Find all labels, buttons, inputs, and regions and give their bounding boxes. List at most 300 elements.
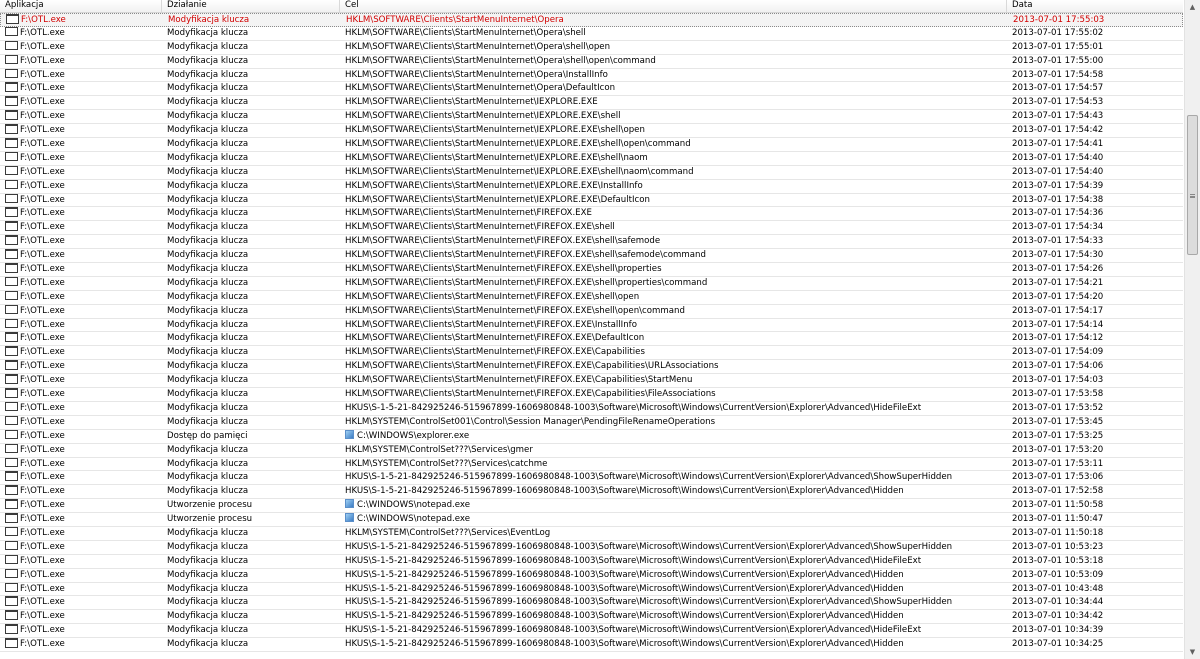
cell-date: 2013-07-01 17:53:52 [1012,402,1104,413]
target-path: HKLM\SOFTWARE\Clients\StartMenuInternet\IEXPLORE.EXE\shell\naom\command [345,166,694,177]
table-row[interactable] [0,332,1183,346]
cell-date: 2013-07-01 17:54:17 [1012,305,1104,316]
table-row[interactable] [0,27,1183,41]
target-path: HKLM\SOFTWARE\Clients\StartMenuInternet\FIREFOX.EXE\shell\properties\command [345,277,708,288]
cell-target [345,583,1005,596]
cell-date: 2013-07-01 10:53:23 [1012,541,1104,552]
app-name: F:\OTL.exe [20,250,65,261]
cell-target [345,596,1005,609]
table-row[interactable] [0,596,1183,610]
cell-app [5,346,160,359]
cell-app [5,221,160,234]
window-icon [5,374,18,384]
app-name: F:\OTL.exe [20,611,65,622]
window-icon [5,499,18,509]
cell-action: Dostęp do pamięci [167,430,248,441]
window-icon [5,249,18,259]
cell-app [6,14,161,27]
table-row[interactable] [0,471,1183,485]
cell-action: Modyfikacja klucza [167,27,249,38]
cell-date: 2013-07-01 17:54:53 [1012,97,1104,108]
window-icon [5,69,18,79]
target-path: HKLM\SOFTWARE\Clients\StartMenuInternet\FIREFOX.EXE\Capabilities\URLAssociations [345,361,719,372]
table-row[interactable] [0,207,1183,221]
target-path: HKLM\SOFTWARE\Clients\StartMenuInternet\IEXPLORE.EXE\shell\open\command [345,139,691,150]
cell-action: Modyfikacja klucza [167,597,249,608]
window-icon [5,319,18,329]
table-row[interactable] [0,221,1183,235]
cell-target [345,388,1005,401]
cell-target [345,416,1005,429]
cell-action: Modyfikacja klucza [167,611,249,622]
target-path: HKUS\S-1-5-21-842925246-515967899-1606980848-1003\Software\Microsoft\Windows\CurrentVersion\Explorer\Advanced\HideFileExt [345,555,922,566]
cell-action: Modyfikacja klucza [167,541,249,552]
cell-action: Modyfikacja klucza [167,69,249,80]
app-name: F:\OTL.exe [20,444,65,455]
cell-date: 2013-07-01 17:53:11 [1012,458,1104,469]
table-row[interactable] [0,388,1183,402]
cell-target [345,27,1005,40]
window-icon [5,430,18,440]
cell-target [345,305,1005,318]
target-path: HKLM\SOFTWARE\Clients\StartMenuInternet\FIREFOX.EXE\DefaultIcon [345,333,645,344]
app-name: F:\OTL.exe [20,194,65,205]
cell-action: Modyfikacja klucza [167,569,249,580]
cell-action: Modyfikacja klucza [167,625,249,636]
table-row[interactable] [0,513,1183,527]
cell-target [345,458,1005,471]
cell-app [5,235,160,248]
column-header-action[interactable]: Działanie [162,0,340,12]
app-name: F:\OTL.exe [20,277,65,288]
target-path: HKLM\SOFTWARE\Clients\StartMenuInternet\IEXPLORE.EXE\InstallInfo [345,180,643,191]
cell-target [345,180,1005,193]
cell-target [345,569,1005,582]
target-path: HKLM\SOFTWARE\Clients\StartMenuInternet\IEXPLORE.EXE\DefaultIcon [345,194,650,205]
vertical-scrollbar[interactable] [1184,0,1200,659]
window-icon [5,388,18,398]
app-name: F:\OTL.exe [20,166,65,177]
table-row[interactable] [0,124,1183,138]
cell-action: Modyfikacja klucza [167,152,249,163]
table-row[interactable] [0,305,1183,319]
cell-target [345,207,1005,220]
app-name: F:\OTL.exe [20,639,65,650]
cell-app [5,332,160,345]
cell-date: 2013-07-01 17:54:39 [1012,180,1104,191]
window-icon [5,638,18,648]
cell-app [5,555,160,568]
window-icon [5,485,18,495]
app-name: F:\OTL.exe [20,402,65,413]
cell-app [5,430,160,443]
cell-target [345,110,1005,123]
cell-app [5,82,160,95]
table-row[interactable] [0,360,1183,374]
table-row[interactable] [0,291,1183,305]
window-icon [5,96,18,106]
table-row[interactable] [0,499,1183,513]
cell-app [5,499,160,512]
cell-date: 2013-07-01 17:54:12 [1012,333,1104,344]
app-name: F:\OTL.exe [20,125,65,136]
cell-date: 2013-07-01 17:53:20 [1012,444,1104,455]
target-path: HKLM\SOFTWARE\Clients\StartMenuInternet\FIREFOX.EXE\shell\safemode\command [345,250,706,261]
window-icon [5,180,18,190]
app-name: F:\OTL.exe [20,583,65,594]
cell-app [5,416,160,429]
table-row[interactable] [0,527,1183,541]
cell-target [345,319,1005,332]
cell-target [345,166,1005,179]
cell-date: 2013-07-01 17:54:14 [1012,319,1104,330]
cell-action: Modyfikacja klucza [167,416,249,427]
table-row[interactable] [0,69,1183,83]
table-row[interactable] [0,138,1183,152]
cell-target [345,235,1005,248]
cell-app [5,96,160,109]
cell-target [345,194,1005,207]
app-name: F:\OTL.exe [20,333,65,344]
target-path: HKUS\S-1-5-21-842925246-515967899-1606980848-1003\Software\Microsoft\Windows\CurrentVersion\Explorer\Advanced\Hidden [345,486,904,497]
cell-target [345,444,1005,457]
target-path: HKUS\S-1-5-21-842925246-515967899-1606980848-1003\Software\Microsoft\Windows\CurrentVersion\Explorer\Advanced\Hidden [345,569,904,580]
cell-date: 2013-07-01 10:34:39 [1012,625,1104,636]
app-name: F:\OTL.exe [20,83,65,94]
cell-action: Utworzenie procesu [167,514,253,525]
app-name: F:\OTL.exe [20,236,65,247]
cell-app [5,138,160,151]
window-icon [5,541,18,551]
table-row[interactable] [0,374,1183,388]
table-row[interactable] [0,430,1183,444]
table-row[interactable] [0,110,1183,124]
window-icon [5,555,18,565]
target-path: HKLM\SOFTWARE\Clients\StartMenuInternet\FIREFOX.EXE\InstallInfo [345,319,637,330]
cell-action: Modyfikacja klucza [167,97,249,108]
cell-action: Modyfikacja klucza [167,472,249,483]
cell-target [345,402,1005,415]
cell-action: Modyfikacja klucza [167,55,249,66]
cell-app [5,458,160,471]
target-path: HKUS\S-1-5-21-842925246-515967899-1606980848-1003\Software\Microsoft\Windows\CurrentVersion\Explorer\Advanced\Hidden [345,583,904,594]
cell-date: 2013-07-01 17:53:06 [1012,472,1104,483]
table-row[interactable] [0,82,1183,96]
window-icon [5,124,18,134]
table-row[interactable] [0,235,1183,249]
app-name: F:\OTL.exe [20,97,65,108]
cell-action: Modyfikacja klucza [167,486,249,497]
column-header-date[interactable]: Data [1012,0,1033,10]
cell-action: Modyfikacja klucza [167,180,249,191]
cell-date: 2013-07-01 17:54:26 [1012,264,1104,275]
cell-app [5,541,160,554]
cell-date: 2013-07-01 17:55:00 [1012,55,1104,66]
cell-action: Modyfikacja klucza [167,277,249,288]
app-name: F:\OTL.exe [20,27,65,38]
target-path: HKLM\SOFTWARE\Clients\StartMenuInternet\Opera\DefaultIcon [345,83,616,94]
window-icon [5,263,18,273]
target-path: HKUS\S-1-5-21-842925246-515967899-1606980848-1003\Software\Microsoft\Windows\CurrentVersion\Explorer\Advanced\ShowSuperHidden [345,597,953,608]
table-row[interactable] [0,41,1183,55]
table-row[interactable] [0,319,1183,333]
table-row[interactable] [0,96,1183,110]
table-row[interactable] [0,555,1183,569]
window-icon [6,14,19,24]
cell-app [5,207,160,220]
target-path: HKUS\S-1-5-21-842925246-515967899-1606980848-1003\Software\Microsoft\Windows\CurrentVersion\Explorer\Advanced\ShowSuperHidden [345,472,953,483]
exe-file-icon [345,499,354,508]
cell-action: Modyfikacja klucza [167,583,249,594]
window-icon [5,402,18,412]
app-name: F:\OTL.exe [20,319,65,330]
table-row[interactable] [0,249,1183,263]
window-icon [5,194,18,204]
cell-target [345,374,1005,387]
table-row[interactable] [0,444,1183,458]
cell-target [345,555,1005,568]
column-header-target[interactable]: Cel [340,0,1007,12]
cell-date: 2013-07-01 11:50:58 [1012,500,1104,511]
cell-date: 2013-07-01 10:34:42 [1012,611,1104,622]
window-icon [5,207,18,217]
cell-app [5,291,160,304]
cell-date: 2013-07-01 17:54:42 [1012,125,1104,136]
cell-action: Modyfikacja klucza [167,125,249,136]
cell-target [345,513,1005,526]
app-name: F:\OTL.exe [20,347,65,358]
cell-date: 2013-07-01 17:54:36 [1012,208,1104,219]
cell-date: 2013-07-01 17:54:09 [1012,347,1104,358]
table-row[interactable] [0,180,1183,194]
cell-action: Modyfikacja klucza [167,361,249,372]
target-path: HKLM\SOFTWARE\Clients\StartMenuInternet\FIREFOX.EXE\shell\properties [345,264,662,275]
cell-target [345,527,1005,540]
target-path: C:\WINDOWS\notepad.exe [357,500,470,511]
window-icon [5,221,18,231]
table-row[interactable] [0,458,1183,472]
cell-app [5,194,160,207]
cell-target [346,14,1006,27]
cell-app [5,374,160,387]
cell-date: 2013-07-01 17:54:06 [1012,361,1104,372]
target-path: C:\WINDOWS\notepad.exe [357,514,470,525]
window-icon [5,346,18,356]
column-header-app[interactable]: Aplikacja [0,0,162,12]
cell-date: 2013-07-01 17:55:01 [1012,41,1104,52]
cell-target [345,610,1005,623]
table-row[interactable] [0,416,1183,430]
target-path: HKUS\S-1-5-21-842925246-515967899-1606980848-1003\Software\Microsoft\Windows\CurrentVersion\Explorer\Advanced\HideFileExt [345,625,922,636]
cell-date: 2013-07-01 10:34:25 [1012,639,1104,650]
target-path: C:\WINDOWS\explorer.exe [357,430,470,441]
cell-app [5,27,160,40]
window-icon [5,596,18,606]
column-header-bar [0,0,1183,13]
window-icon [5,332,18,342]
window-icon [5,138,18,148]
cell-target [345,263,1005,276]
cell-action: Modyfikacja klucza [167,444,249,455]
window-icon [5,291,18,301]
cell-app [5,277,160,290]
table-row[interactable] [0,485,1183,499]
app-name: F:\OTL.exe [20,555,65,566]
cell-action: Modyfikacja klucza [167,236,249,247]
cell-action: Modyfikacja klucza [167,250,249,261]
app-name: F:\OTL.exe [20,569,65,580]
window-icon [5,235,18,245]
table-row[interactable] [0,346,1183,360]
window-icon [5,416,18,426]
cell-action: Modyfikacja klucza [167,402,249,413]
table-row[interactable] [0,55,1183,69]
arrow-up-icon[interactable]: ▲ [1189,3,1196,11]
cell-action: Modyfikacja klucza [167,305,249,316]
window-icon [5,513,18,523]
cell-date: 2013-07-01 17:53:58 [1012,389,1104,400]
app-name: F:\OTL.exe [20,361,65,372]
cell-app [5,471,160,484]
target-path: HKLM\SYSTEM\ControlSet???\Services\EventLog [345,527,551,538]
cell-app [5,166,160,179]
window-icon [5,82,18,92]
app-name: F:\OTL.exe [20,458,65,469]
table-row[interactable] [0,610,1183,624]
target-path: HKLM\SOFTWARE\Clients\StartMenuInternet\FIREFOX.EXE [345,208,592,219]
window-icon [5,624,18,634]
cell-target [345,638,1005,651]
window-icon [5,458,18,468]
cell-action: Utworzenie procesu [167,500,253,511]
cell-date: 2013-07-01 17:54:57 [1012,83,1104,94]
target-path: HKUS\S-1-5-21-842925246-515967899-1606980848-1003\Software\Microsoft\Windows\CurrentVersion\Explorer\Advanced\Hidden [345,639,904,650]
cell-app [5,583,160,596]
target-path: HKLM\SOFTWARE\Clients\StartMenuInternet\FIREFOX.EXE\shell\safemode [345,236,661,247]
cell-action: Modyfikacja klucza [167,41,249,52]
cell-action: Modyfikacja klucza [167,291,249,302]
cell-target [345,346,1005,359]
app-name: F:\OTL.exe [20,222,65,233]
cell-app [5,638,160,651]
app-name: F:\OTL.exe [20,180,65,191]
window-icon [5,360,18,370]
cell-action: Modyfikacja klucza [167,208,249,219]
app-name: F:\OTL.exe [20,486,65,497]
cell-action: Modyfikacja klucza [167,222,249,233]
cell-date: 2013-07-01 17:54:33 [1012,236,1104,247]
target-path: HKLM\SOFTWARE\Clients\StartMenuInternet\Opera\InstallInfo [345,69,608,80]
cell-app [5,388,160,401]
target-path: HKLM\SOFTWARE\Clients\StartMenuInternet\FIREFOX.EXE\Capabilities\FileAssociations [345,389,716,400]
target-path: HKLM\SOFTWARE\Clients\StartMenuInternet\Opera\shell\open [345,41,611,52]
cell-target [345,221,1005,234]
target-path: HKLM\SOFTWARE\Clients\StartMenuInternet\Opera\shell\open\command [345,55,656,66]
cell-action: Modyfikacja klucza [167,347,249,358]
cell-app [5,444,160,457]
app-name: F:\OTL.exe [20,291,65,302]
cell-app [5,69,160,82]
target-path: HKLM\SYSTEM\ControlSet???\Services\catchme [345,458,548,469]
cell-action: Modyfikacja klucza [168,15,250,25]
arrow-down-icon[interactable]: ▼ [1189,648,1196,656]
app-name: F:\OTL.exe [20,305,65,316]
app-name: F:\OTL.exe [20,139,65,150]
cell-target [345,41,1005,54]
cell-app [5,124,160,137]
target-path: HKUS\S-1-5-21-842925246-515967899-1606980848-1003\Software\Microsoft\Windows\CurrentVersion\Explorer\Advanced\ShowSuperHidden [345,541,953,552]
cell-target [345,249,1005,262]
cell-target [345,360,1005,373]
table-row[interactable] [0,638,1183,652]
table-row[interactable] [0,263,1183,277]
cell-target [345,138,1005,151]
cell-app [5,402,160,415]
cell-target [345,124,1005,137]
table-row[interactable] [0,541,1183,555]
cell-date: 2013-07-01 11:50:47 [1012,514,1104,525]
target-path: HKLM\SOFTWARE\Clients\StartMenuInternet\FIREFOX.EXE\Capabilities\StartMenu [345,375,693,386]
cell-target [345,485,1005,498]
table-row[interactable] [0,277,1183,291]
scrollbar-thumb[interactable] [1187,115,1198,255]
cell-target [345,55,1005,68]
table-row[interactable] [0,166,1183,180]
cell-action: Modyfikacja klucza [167,319,249,330]
app-name: F:\OTL.exe [20,41,65,52]
table-row[interactable] [0,152,1183,166]
cell-action: Modyfikacja klucza [167,264,249,275]
cell-date: 2013-07-01 17:54:58 [1012,69,1104,80]
cell-date: 2013-07-01 10:34:44 [1012,597,1104,608]
cell-app [5,249,160,262]
app-name: F:\OTL.exe [20,111,65,122]
app-name: F:\OTL.exe [20,430,65,441]
cell-date: 2013-07-01 17:53:45 [1012,416,1104,427]
cell-date: 2013-07-01 17:54:40 [1012,166,1104,177]
target-path: HKLM\SOFTWARE\Clients\StartMenuInternet\IEXPLORE.EXE\shell\naom [345,152,648,163]
cell-action: Modyfikacja klucza [167,111,249,122]
cell-app [5,527,160,540]
cell-app [5,319,160,332]
target-path: HKLM\SYSTEM\ControlSet???\Services\gmer [345,444,533,455]
target-path: HKUS\S-1-5-21-842925246-515967899-1606980848-1003\Software\Microsoft\Windows\CurrentVersion\Explorer\Advanced\Hidden [345,611,904,622]
cell-app [5,55,160,68]
app-name: F:\OTL.exe [20,472,65,483]
cell-action: Modyfikacja klucza [167,166,249,177]
cell-date: 2013-07-01 17:55:02 [1012,27,1104,38]
table-row[interactable] [0,569,1183,583]
window-icon [5,610,18,620]
table-row[interactable] [0,583,1183,597]
table-row[interactable] [0,13,1183,27]
app-name: F:\OTL.exe [20,69,65,80]
window-icon [5,527,18,537]
table-row[interactable] [0,402,1183,416]
app-name: F:\OTL.exe [21,15,66,25]
table-row[interactable] [0,624,1183,638]
exe-file-icon [345,430,354,439]
cell-date: 2013-07-01 17:52:58 [1012,486,1104,497]
cell-app [5,569,160,582]
cell-target [345,332,1005,345]
app-name: F:\OTL.exe [20,541,65,552]
cell-date: 2013-07-01 17:54:41 [1012,139,1104,150]
table-row[interactable] [0,194,1183,208]
cell-action: Modyfikacja klucza [167,458,249,469]
cell-action: Modyfikacja klucza [167,139,249,150]
cell-action: Modyfikacja klucza [167,375,249,386]
